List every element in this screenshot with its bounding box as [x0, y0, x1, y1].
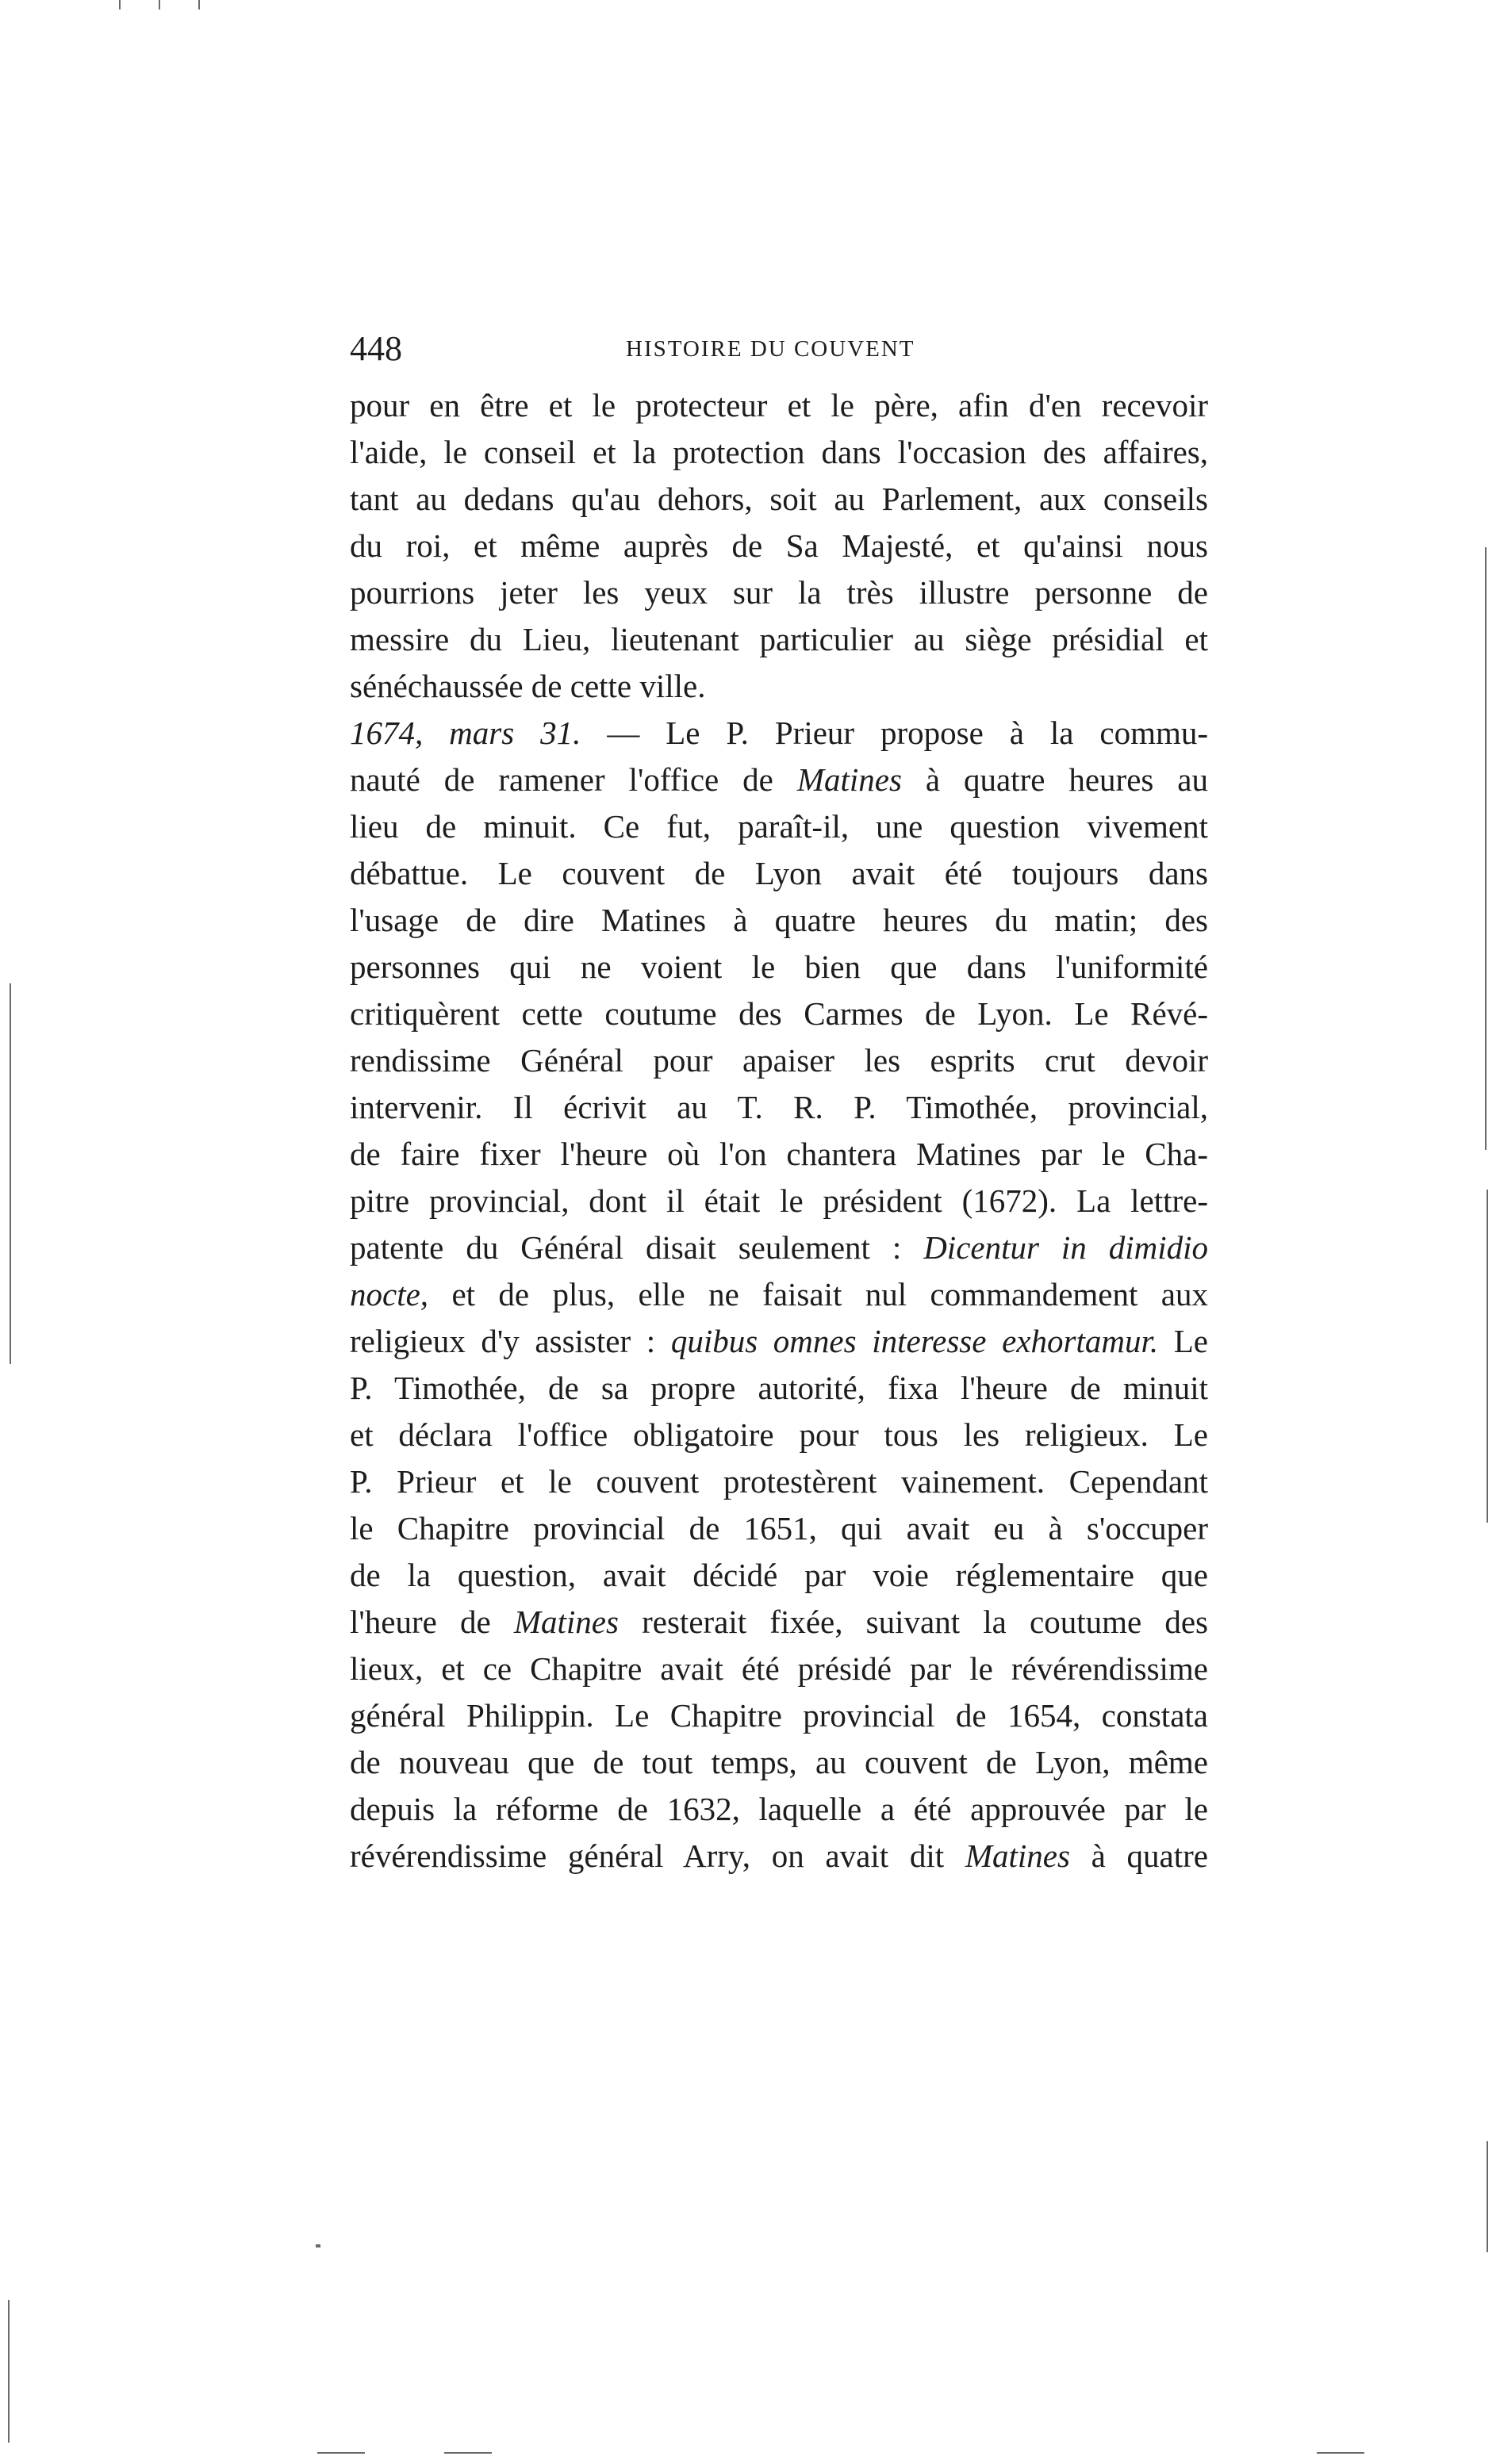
- text-line: nocte, et de plus, elle ne faisait nul commandement aux: [350, 1276, 1208, 1312]
- scan-edge-mark: [1487, 1190, 1488, 1523]
- text-line: lieux, et ce Chapitre avait été présidé par le révérendissime: [350, 1650, 1208, 1687]
- scan-dot: [316, 2244, 320, 2247]
- text-line: le Chapitre provincial de 1651, qui avait eu à s'occuper: [350, 1510, 1208, 1546]
- text-line: messire du Lieu, lieutenant particulier au siège présidial et: [350, 621, 1208, 657]
- body-text: [350, 382, 1208, 1880]
- page-number: 448: [350, 329, 402, 368]
- text-line: P. Timothée, de sa propre autorité, fixa l'heure de minuit: [350, 1370, 1208, 1406]
- text-line: religieux d'y assister : quibus omnes interesse exhortamur. Le: [350, 1323, 1209, 1359]
- text-line: P. Prieur et le couvent protestèrent vainement. Cependant: [350, 1463, 1208, 1500]
- text-line: de faire fixer l'heure où l'on chantera Matines par le Cha-: [350, 1136, 1208, 1172]
- text-line: l'usage de dire Matines à quatre heures du matin; des: [350, 902, 1208, 938]
- page-header: [350, 325, 1214, 373]
- scan-edge-mark: [119, 0, 121, 10]
- scan-edge-mark: [159, 0, 160, 10]
- date-entry: 1674, mars 31.: [350, 715, 581, 751]
- scan-edge-mark: [1485, 547, 1487, 1150]
- text-line: de la question, avait décidé par voie réglementaire que: [350, 1557, 1208, 1593]
- text-line: pourrions jeter les yeux sur la très illustre personne de: [350, 574, 1208, 611]
- text-line: nauté de ramener l'office de Matines à quatre heures au: [350, 761, 1209, 798]
- scan-edge-mark: [198, 0, 200, 10]
- text-line: débattue. Le couvent de Lyon avait été toujours dans: [350, 855, 1208, 891]
- scan-edge-mark: [317, 2452, 365, 2454]
- text-line: depuis la réforme de 1632, laquelle a été approuvée par le: [350, 1791, 1208, 1827]
- text-line: et déclara l'office obligatoire pour tous les religieux. Le: [350, 1416, 1208, 1453]
- text-line: l'heure de Matines resterait fixée, suivant la coutume des: [350, 1604, 1208, 1640]
- text-line: l'aide, le conseil et la protection dans l'occasion des affaires,: [350, 434, 1208, 470]
- scan-edge-mark: [10, 983, 11, 1364]
- text-line: sénéchaussée de cette ville.: [350, 668, 706, 704]
- text-line: tant au dedans qu'au dehors, soit au Parlement, aux conseils: [350, 481, 1208, 517]
- text-line: pour en être et le protecteur et le père, afin d'en recevoir: [350, 387, 1208, 423]
- text-line: rendissime Général pour apaiser les esprits crut devoir: [350, 1042, 1208, 1079]
- text-line: personnes qui ne voient le bien que dans l'uniformité: [350, 948, 1208, 985]
- running-title: HISTOIRE DU COUVENT: [626, 336, 915, 362]
- text-line: critiquèrent cette coutume des Carmes de Lyon. Le Révé-: [350, 995, 1208, 1032]
- text-line: 1674, mars 31. — Le P. Prieur propose à la commu-: [350, 715, 1208, 751]
- text-line: pitre provincial, dont il était le président (1672). La lettre-: [350, 1182, 1208, 1219]
- scan-edge-mark: [1317, 2452, 1364, 2454]
- text-line: patente du Général disait seulement : Dicentur in dimidio: [350, 1229, 1208, 1266]
- scan-edge-mark: [1487, 2141, 1488, 2252]
- text-line: de nouveau que de tout temps, au couvent de Lyon, même: [350, 1744, 1208, 1780]
- text-line: lieu de minuit. Ce fut, paraît-il, une question vivement: [350, 808, 1208, 845]
- text-line: intervenir. Il écrivit au T. R. P. Timothée, provincial,: [350, 1089, 1208, 1125]
- scan-edge-mark: [8, 2300, 10, 2443]
- scan-edge-mark: [444, 2452, 492, 2454]
- text-line: général Philippin. Le Chapitre provincial de 1654, constata: [350, 1697, 1208, 1734]
- text-line: révérendissime général Arry, on avait dit Matines à quatre: [350, 1837, 1208, 1874]
- text-line: du roi, et même auprès de Sa Majesté, et qu'ainsi nous: [350, 527, 1208, 564]
